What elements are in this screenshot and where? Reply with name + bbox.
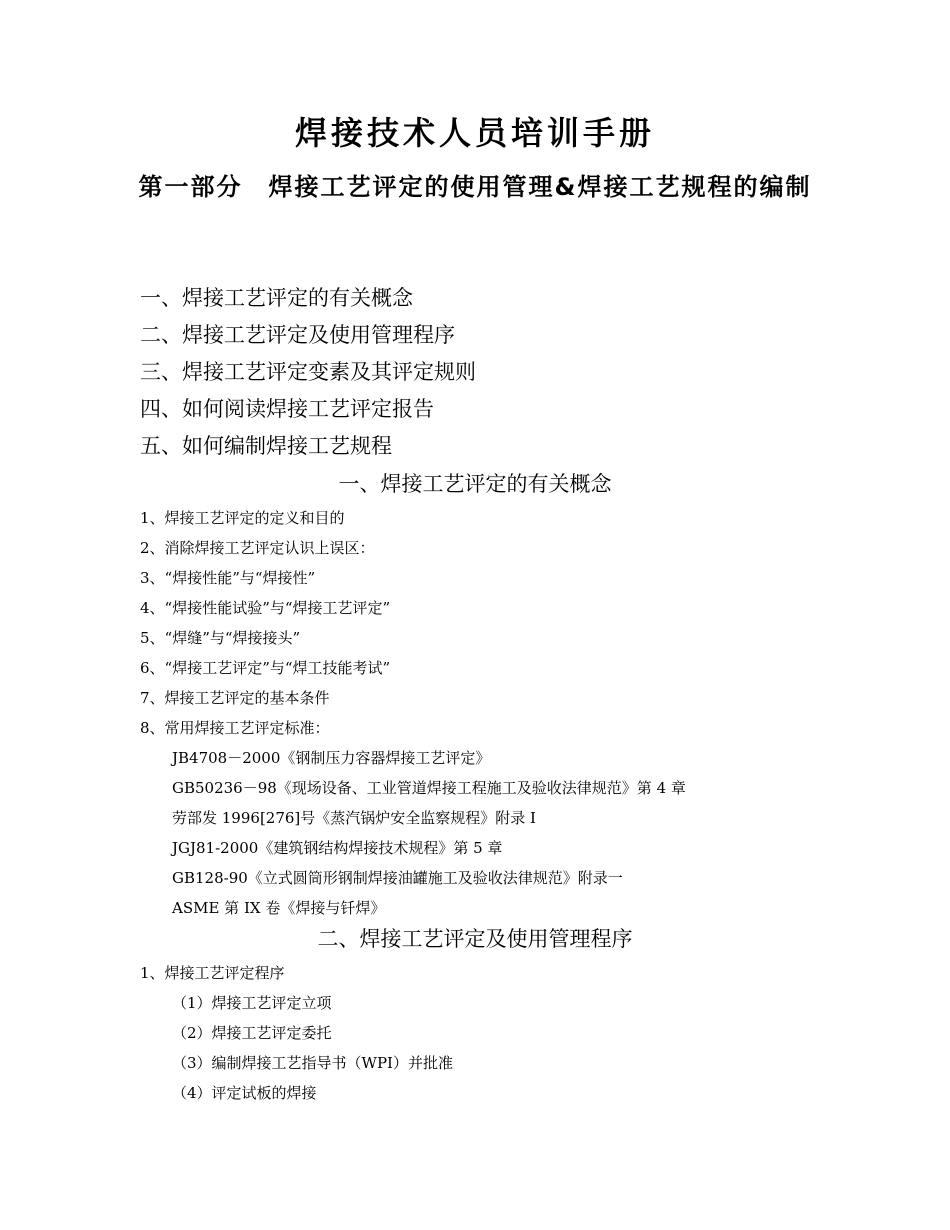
step-item: （2）焊接工艺评定委托 — [172, 1024, 332, 1042]
step-item: （4）评定试板的焊接 — [172, 1084, 317, 1102]
toc-item: 三、焊接工艺评定变素及其评定规则 — [140, 360, 476, 384]
list-item: 4、“焊接性能试验”与“焊接工艺评定” — [140, 599, 391, 617]
standard-item: JGJ81-2000《建筑钢结构焊接技术规程》第 5 章 — [172, 839, 503, 857]
toc-item: 二、焊接工艺评定及使用管理程序 — [140, 323, 455, 347]
list-item: 6、“焊接工艺评定”与“焊工技能考试” — [140, 659, 391, 677]
list-item: 8、常用焊接工艺评定标准： — [140, 719, 330, 737]
standard-item: GB50236－98《现场设备、工业管道焊接工程施工及验收法律规范》第 4 章 — [172, 779, 686, 797]
toc-item: 四、如何阅读焊接工艺评定报告 — [140, 397, 434, 421]
toc-item: 五、如何编制焊接工艺规程 — [140, 434, 392, 458]
toc-item: 一、焊接工艺评定的有关概念 — [140, 286, 413, 310]
standard-item: GB128-90《立式圆筒形钢制焊接油罐施工及验收法律规范》附录一 — [172, 869, 623, 887]
section-1-items — [140, 503, 686, 923]
part-title: 第一部分 焊接工艺评定的使用管理&焊接工艺规程的编制 — [138, 173, 812, 201]
section-1-heading: 一、焊接工艺评定的有关概念 — [338, 472, 612, 496]
section-2-heading: 二、焊接工艺评定及使用管理程序 — [317, 927, 633, 951]
step-item: （1）焊接工艺评定立项 — [172, 994, 332, 1012]
standard-item: ASME 第 IX 卷《焊接与钎焊》 — [172, 899, 386, 917]
standard-item: 劳部发 1996[276]号《蒸汽锅炉安全监察规程》附录 I — [172, 809, 536, 827]
list-item: 5、“焊缝”与“焊接接头” — [140, 629, 301, 647]
section-2-items — [140, 958, 453, 1108]
document-title: 焊接技术人员培训手册 — [294, 114, 655, 152]
table-of-contents — [140, 280, 476, 465]
list-item: 3、“焊接性能”与“焊接性” — [140, 569, 316, 587]
list-item: 7、焊接工艺评定的基本条件 — [140, 689, 330, 707]
list-item: 1、焊接工艺评定程序 — [140, 964, 285, 982]
list-item: 2、消除焊接工艺评定认识上误区： — [140, 539, 375, 557]
standard-item: JB4708－2000《钢制压力容器焊接工艺评定》 — [172, 749, 491, 767]
list-item: 1、焊接工艺评定的定义和目的 — [140, 509, 345, 527]
step-item: （3）编制焊接工艺指导书（WPI）并批准 — [172, 1054, 453, 1072]
